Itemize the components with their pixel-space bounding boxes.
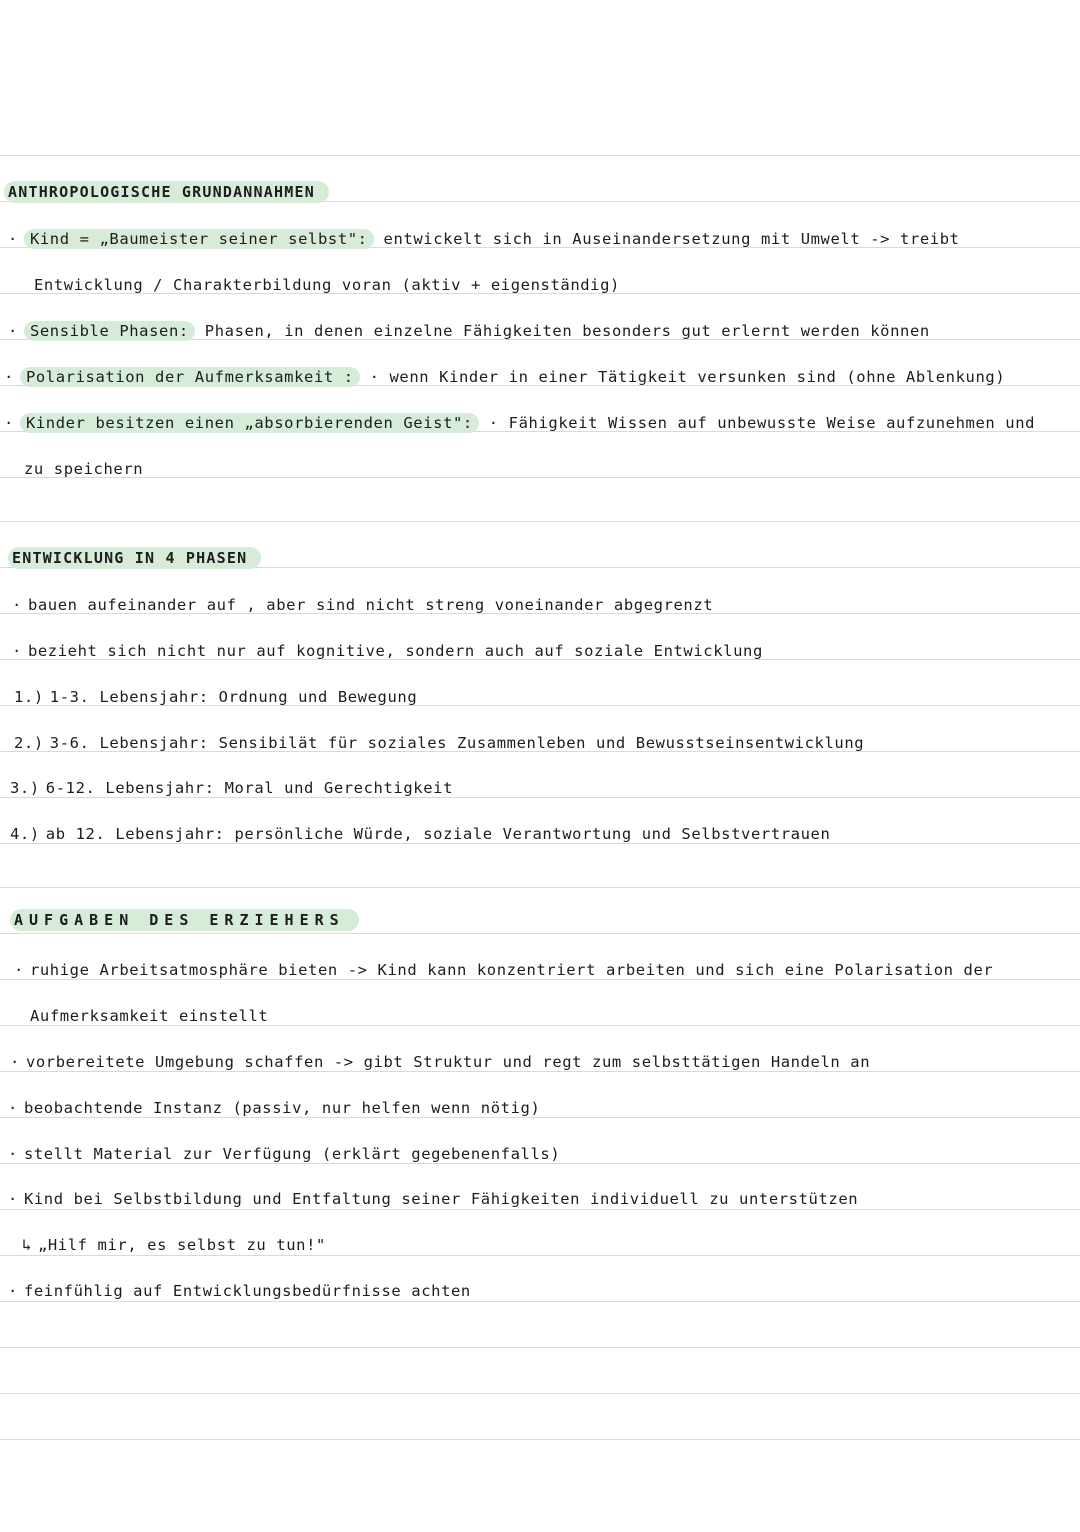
list-item-text: vorbereitete Umgebung schaffen -> gibt Struktur und regt zum selbsttätigen Handeln an [25, 1053, 871, 1071]
list-item-text: beobachtende Instanz (passiv, nur helfen wenn nötig) [23, 1099, 541, 1117]
list-item-text: Entwicklung / Charakterbildung voran (aktiv + eigenständig) [34, 276, 620, 294]
list-item [12, 640, 763, 662]
bullet-marker: · [4, 368, 14, 386]
list-item [4, 366, 1005, 388]
bullet-marker: · [8, 1145, 18, 1163]
section-heading-aufgaben-des-erziehers: AUFGABEN DES ERZIEHERS [10, 909, 359, 931]
list-item [8, 1143, 560, 1165]
bullet-marker: · [8, 322, 18, 340]
list-item-text: Kind bei Selbstbildung und Entfaltung seiner Fähigkeiten individuell zu unterstützen [23, 1190, 859, 1208]
list-item-text: · Fähigkeit Wissen auf unbewusste Weise aufzunehmen und [478, 414, 1036, 432]
list-item [30, 1005, 268, 1027]
list-item [12, 594, 713, 616]
list-item [8, 228, 960, 250]
list-item-text: 3-6. Lebensjahr: Sensibilät für soziales Zusammenleben und Bewusstseinsentwicklung [49, 734, 865, 752]
highlighted-term: Kind = „Baumeister seiner selbst": [24, 229, 374, 249]
list-number: 4.) [10, 825, 40, 843]
list-item-text: entwickelt sich in Auseinandersetzung mit Umwelt -> treibt [373, 230, 960, 248]
list-item [8, 1188, 858, 1210]
list-item-text: zu speichern [24, 460, 144, 478]
bullet-marker: · [12, 596, 22, 614]
list-item [34, 274, 620, 296]
bullet-marker: · [8, 230, 18, 248]
list-item [10, 777, 453, 799]
list-number: 3.) [10, 779, 40, 797]
bullet-marker: · [4, 414, 14, 432]
list-item [8, 1097, 540, 1119]
list-item-text: 1-3. Lebensjahr: Ordnung und Bewegung [49, 688, 418, 706]
section-heading-anthropologische-grundannahmen: ANTHROPOLOGISCHE GRUNDANNAHMEN [4, 181, 329, 203]
list-item-text: feinfühlig auf Entwicklungsbedürfnisse achten [23, 1282, 471, 1300]
list-item-text: ab 12. Lebensjahr: persönliche Würde, soziale Verantwortung und Selbstvertrauen [45, 825, 831, 843]
bullet-marker: · [8, 1282, 18, 1300]
list-item [22, 1234, 326, 1256]
list-number: 2.) [14, 734, 44, 752]
bullet-marker: · [10, 1053, 20, 1071]
section-heading-entwicklung-in-4-phasen: ENTWICKLUNG IN 4 PHASEN [8, 547, 261, 569]
list-item-text: stellt Material zur Verfügung (erklärt gegebenenfalls) [23, 1145, 561, 1163]
list-item [8, 320, 930, 342]
list-item-text: „Hilf mir, es selbst zu tun!" [37, 1236, 326, 1254]
arrow-return-icon: ↳ [22, 1236, 32, 1254]
list-item-text: Aufmerksamkeit einstellt [30, 1007, 269, 1025]
highlighted-term: Polarisation der Aufmerksamkeit : [20, 367, 360, 387]
list-item [4, 412, 1035, 434]
list-item-text: ruhige Arbeitsatmosphäre bieten -> Kind kann konzentriert arbeiten und sich eine Polarisation der [29, 961, 994, 979]
list-item-text: 6-12. Lebensjahr: Moral und Gerechtigkeit [45, 779, 453, 797]
highlighted-term: Sensible Phasen: [24, 321, 195, 341]
list-item [14, 686, 417, 708]
highlighted-term: Kinder besitzen einen „absorbierenden Geist": [20, 413, 479, 433]
list-item [8, 1280, 471, 1302]
bullet-marker: · [8, 1190, 18, 1208]
bullet-marker: · [12, 642, 22, 660]
list-item [10, 1051, 870, 1073]
list-item-text: bezieht sich nicht nur auf kognitive, sondern auch auf soziale Entwicklung [27, 642, 763, 660]
list-item-text: bauen aufeinander auf , aber sind nicht streng voneinander abgegrenzt [27, 596, 714, 614]
list-number: 1.) [14, 688, 44, 706]
list-item [10, 823, 830, 845]
list-item-text: · wenn Kinder in einer Tätigkeit versunken sind (ohne Ablenkung) [359, 368, 1006, 386]
bullet-marker: · [8, 1099, 18, 1117]
list-item [14, 732, 864, 754]
list-item [24, 458, 143, 480]
list-item [14, 959, 993, 981]
bullet-marker: · [14, 961, 24, 979]
list-item-text: Phasen, in denen einzelne Fähigkeiten besonders gut erlernt werden können [194, 322, 930, 340]
